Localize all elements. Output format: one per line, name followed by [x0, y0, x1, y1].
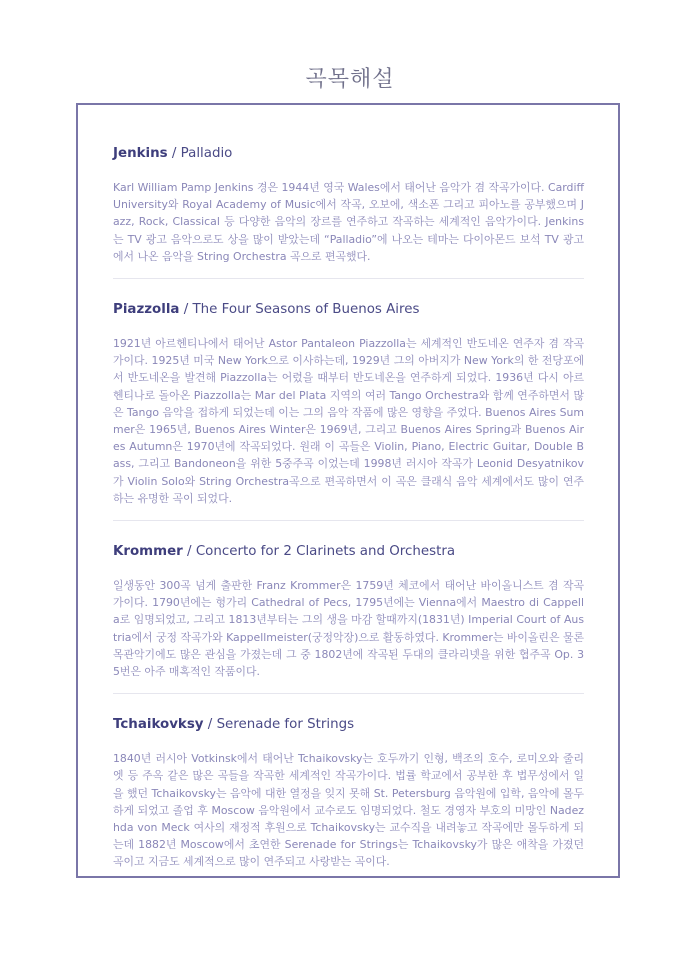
- composer-name: Jenkins: [113, 146, 168, 161]
- section-body: Karl William Pamp Jenkins 경은 1944년 영국 Wales에서 태어난 음악가 겸 작곡가이다. Cardiff University와 Royal Academy of Music에서 작곡, 오보에, 색소폰 그리고 피아노를 공부했으며 Jazz, Rock, Classical 등 다양한 음악의 장르를 연주하고 작곡하는 세계적인 음악가이다. Jenkins는 TV 광고 음악으로도 상을 많이 받았는데 “Palladio”에 나오는 테마는 다이아몬드 보석 TV 광고에서 나온 음악을 String Orchestra 곡으로 편곡했다.: [113, 181, 584, 263]
- work-title: Serenade for Strings: [216, 717, 355, 733]
- section-jenkins: [113, 145, 584, 265]
- composer-name: Piazzolla: [113, 302, 180, 318]
- title-separator: /: [179, 302, 193, 318]
- composer-name: Tchaikovksy: [113, 717, 204, 733]
- title-separator: /: [167, 146, 181, 161]
- section-body: 1840년 러시아 Votkinsk에서 태어난 Tchaikovsky는 호두까기 인형, 백조의 호수, 로미오와 줄리엣 등 주옥 같은 많은 곡들을 작곡한 세계적인 작곡가이다. 법률 학교에서 공부한 후 법무성에서 일을 했던 Tchaikovsky는 음악에 대한 열정을 잊지 못해 St. Petersburg 음악원에 입학, 음악에 몰두하게 되었고 졸업 후 Moscow 음악원에서 교수로도 임명되었다. 철도 경영자 부호의 미망인 Nadezhda von Meck 여사의 재정적 후원으로 Tchaikovsky는 교수직을 내려놓고 작곡에만 몰두하게 되는데 1882년 Moscow에서 초연한 Serenade for Strings는 Tchaikovsky가 많은 애착을 가졌던 곡이고 지금도 세계적으로 많이 연주되고 사랑받는 곡이다.: [113, 752, 584, 869]
- program-notes-frame: [76, 103, 620, 878]
- section-title: [113, 145, 584, 163]
- section-divider: [113, 520, 584, 521]
- section-body: 일생동안 300곡 넘게 출판한 Franz Krommer은 1759년 체코에서 태어난 바이올니스트 겸 작곡가이다. 1790년에는 헝가리 Cathedral of Pecs, 1795년에는 Vienna에서 Maestro di Cappella로 임명되었고, 그리고 1813년부터는 그의 생을 마감 할때까지(1831년) Imperial Court of Austria에서 궁정 작곡가와 Kappellmeister(궁정악장)으로 활동하였다. Krommer는 바이올린은 물론 목관악기에도 많은 관심을 가졌는데 그 중 1802년에 작곡된 두대의 클라리넷을 위한 협주곡 Op. 35번은 아주 매혹적인 작품이다.: [113, 579, 584, 679]
- section-title: [113, 543, 584, 561]
- section-divider: [113, 278, 584, 279]
- title-separator: /: [182, 544, 196, 560]
- title-separator: /: [203, 717, 217, 733]
- section-title: [113, 716, 584, 734]
- section-piazzolla: [113, 301, 584, 507]
- page-title: 곡목해설: [305, 67, 395, 92]
- section-title: [113, 301, 584, 319]
- section-divider: [113, 693, 584, 694]
- composer-name: Krommer: [113, 544, 183, 560]
- work-title: Palladio: [180, 146, 233, 161]
- work-title: The Four Seasons of Buenos Aires: [192, 302, 420, 318]
- section-krommer: [113, 543, 584, 680]
- work-title: Concerto for 2 Clarinets and Orchestra: [195, 544, 456, 560]
- section-tchaikovsky: [113, 716, 584, 870]
- section-body: 1921년 아르헨티나에서 태어난 Astor Pantaleon Piazzolla는 세계적인 반도네온 연주자 겸 작곡가이다. 1925년 미국 New York으로 이사하는데, 1929년 그의 아버지가 New York의 한 전당포에서 반도네온을 발견해 Piazzolla는 어렸을 때부터 반도네온을 연주하게 되었다. 1936년 다시 아르헨티나로 돌아온 Piazzolla는 Mar del Plata 지역의 여러 Tango Orchestra와 함께 연주하면서 많은 Tango 음악을 접하게 되었는데 이는 그의 음악 작품에 많은 영향을 주었다. Buenos Aires Summer은 1965년, Buenos Aires Winter은 1969년, 그리고 Buenos Aires Spring과 Buenos Aires Autumn은 1970년에 작곡되었다. 원래 이 곡들은 Violin, Piano, Electric Guitar, Double Bass, 그리고 Bandoneon을 위한 5중주곡 이었는데 1998년 러시아 작곡가 Leonid Desyatnikov가 Violin Solo와 String Orchestra곡으로 편곡하면서 이 곡은 클래식 음악 세계에서도 많이 연주하는 유명한 곡이 되었다.: [113, 337, 584, 505]
